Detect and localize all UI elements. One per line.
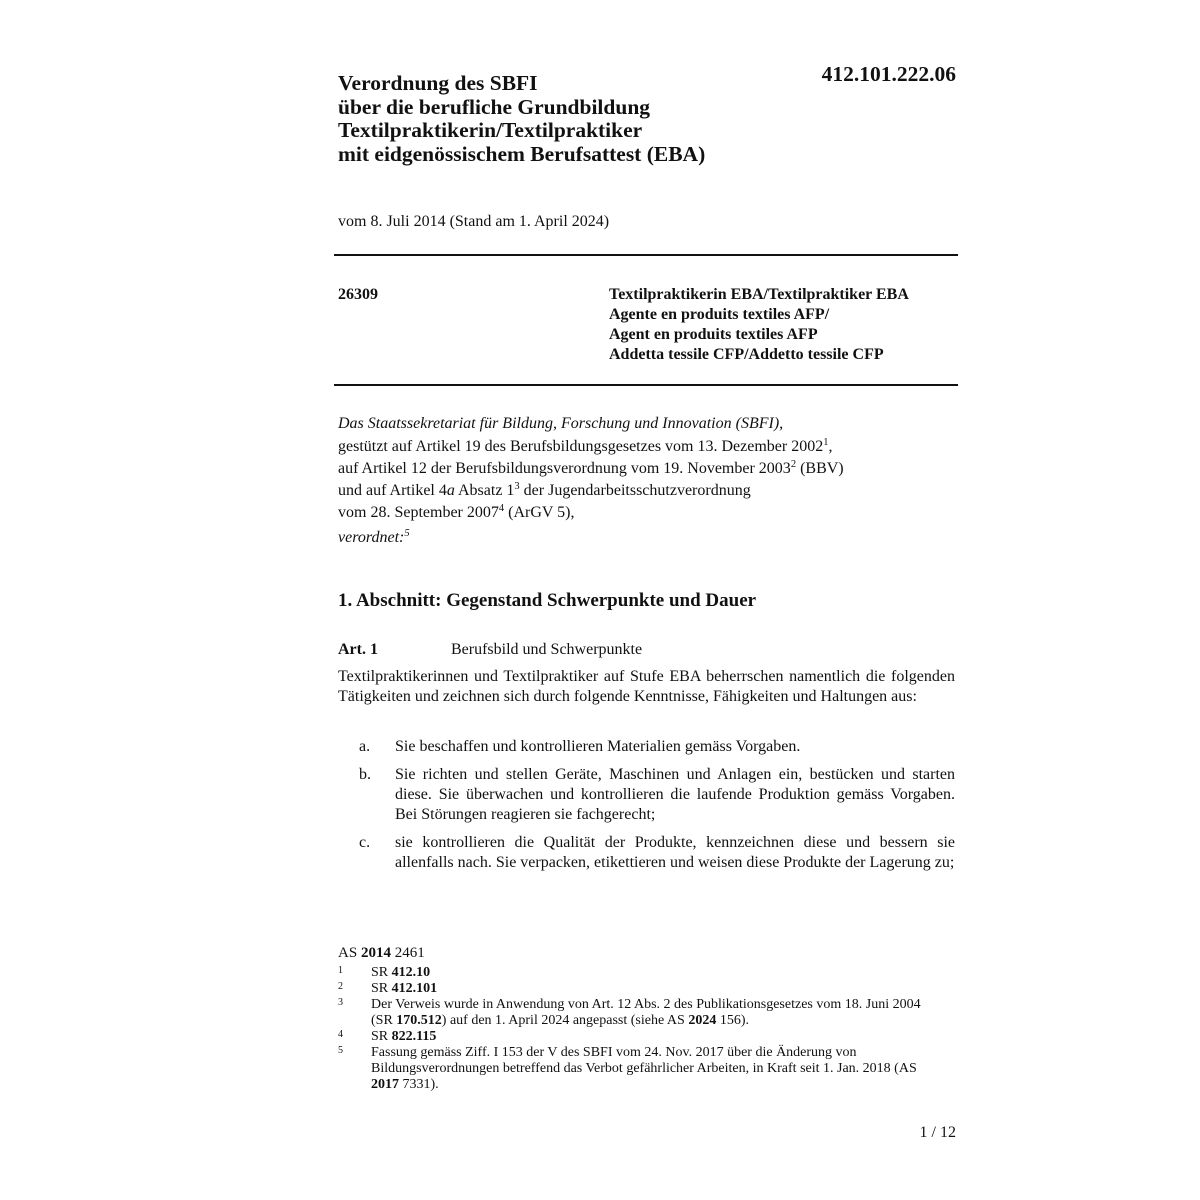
profession-name: Agente en produits textiles AFP/ [609,306,830,323]
footnote-number: 2 [338,981,343,992]
document-date: vom 8. Juli 2014 (Stand am 1. April 2024) [338,213,610,230]
issuing-authority: Das Staatssekretariat für Bildung, Forschung und Innovation (SBFI), [338,415,784,432]
footnote [338,1045,938,1093]
footnote-text: Fassung gemäss Ziff. I 153 der V des SBFI vom 24. Nov. 2017 über die Änderung von Bildungsverordnungen betreffend das Verbot gefährlicher Arbeiten, in Kraft seit 1. Jan. 2018 (AS 2017 7331). [371,1045,917,1092]
title-line: mit eidgenössischem Berufsattest (EBA) [338,141,706,166]
list-item [338,765,955,825]
footnote-ref[interactable]: 1 [823,437,829,448]
footnote-ref[interactable]: 4 [498,503,505,514]
list-item-text: Sie beschaffen und kontrollieren Materialien gemäss Vorgaben. [395,738,801,755]
title-line: über die berufliche Grundbildung [338,94,651,119]
top-divider [334,254,958,256]
footnote-ref[interactable]: 2 [790,459,797,470]
title-line: Verordnung des SBFI [338,71,538,95]
footnote [338,981,938,997]
footnote-number: 1 [338,965,343,976]
list-item [338,737,955,757]
profession-name: Addetta tessile CFP/Addetto tessile CFP [609,346,884,363]
legal-basis-line: gestützt auf Artikel 19 des Berufsbildungsgesetzes vom 13. Dezember 2002$^1$, [338,437,833,455]
title-line: Textilpraktikerin/Textilpraktiker [338,118,643,142]
footnote-text: SR 822.115 [371,1029,437,1044]
footnote [338,997,938,1029]
profession-names [609,285,959,365]
official-compilation-ref: AS 2014 2461 [338,945,425,961]
list-item-label: c. [359,834,371,851]
article-title: Berufsbild und Schwerpunkte [451,641,643,658]
footnote-text: SR 412.101 [371,981,438,996]
article-list [338,737,955,881]
profession-code: 26309 [338,286,378,303]
footnote-number: 4 [338,1029,343,1040]
sr-number: 412.101.222.06 [821,62,956,86]
footnote-text: SR 412.10 [371,965,431,980]
list-item [338,833,955,873]
list-item-text: sie kontrollieren die Qualität der Produkte, kennzeichnen diese und bessern sie allenfalls nach. Sie verpacken, etikettieren und weisen diese Produkte der Lagerung zu; [395,834,955,871]
footnote-ref[interactable]: 5 [404,528,410,539]
decree-word: verordnet:$^5$ [338,528,410,546]
article-heading [338,640,958,660]
profession-name: Agent en produits textiles AFP [609,326,818,343]
page-number: 1 / 12 [919,1124,956,1141]
footnote [338,1029,938,1045]
footnote-number: 5 [338,1045,343,1056]
list-item-text: Sie richten und stellen Geräte, Maschinen und Anlagen ein, bestücken und starten diese. Sie überwachen und kontrollieren die laufende Produktion gemäss Vorgaben. Bei Störungen reagieren sie fachgerecht; [395,766,955,823]
legal-basis-line: und auf Artikel 4a Absatz $1^3$ der Jugendarbeitsschutzverordnung [338,481,751,499]
list-item-label: b. [359,766,371,783]
footnote-ref[interactable]: 3 [514,481,520,492]
section-heading: 1. Abschnitt: Gegenstand Schwerpunkte und Dauer [338,590,757,611]
footnotes [338,965,938,1093]
profession-name: Textilpraktikerin EBA/Textilpraktiker EBA [609,286,909,303]
article-label: Art. 1 [338,641,378,658]
legal-basis-line: auf Artikel 12 der Berufsbildungsverordnung vom 19. November 2003$^2$ (BBV) [338,459,844,477]
footnote-text: Der Verweis wurde in Anwendung von Art. 12 Abs. 2 des Publikationsgesetzes vom 18. Juni 2004 (SR 170.512) auf den 1. April 2024 angepasst (siehe AS 2024 156). [371,997,921,1028]
bottom-divider [334,384,958,386]
footnote-number: 3 [338,997,343,1008]
legal-basis-line: vom 28. September 2007$^4$ (ArGV 5), [338,503,575,521]
footnote [338,965,938,981]
document-title [338,72,778,166]
preamble [338,414,958,550]
article-intro: Textilpraktikerinnen und Textilpraktiker auf Stufe EBA beherrschen namentlich die folgenden Tätigkeiten und zeichnen sich durch folgende Kenntnisse, Fähigkeiten und Haltungen aus: [338,668,955,705]
list-item-label: a. [359,738,371,755]
